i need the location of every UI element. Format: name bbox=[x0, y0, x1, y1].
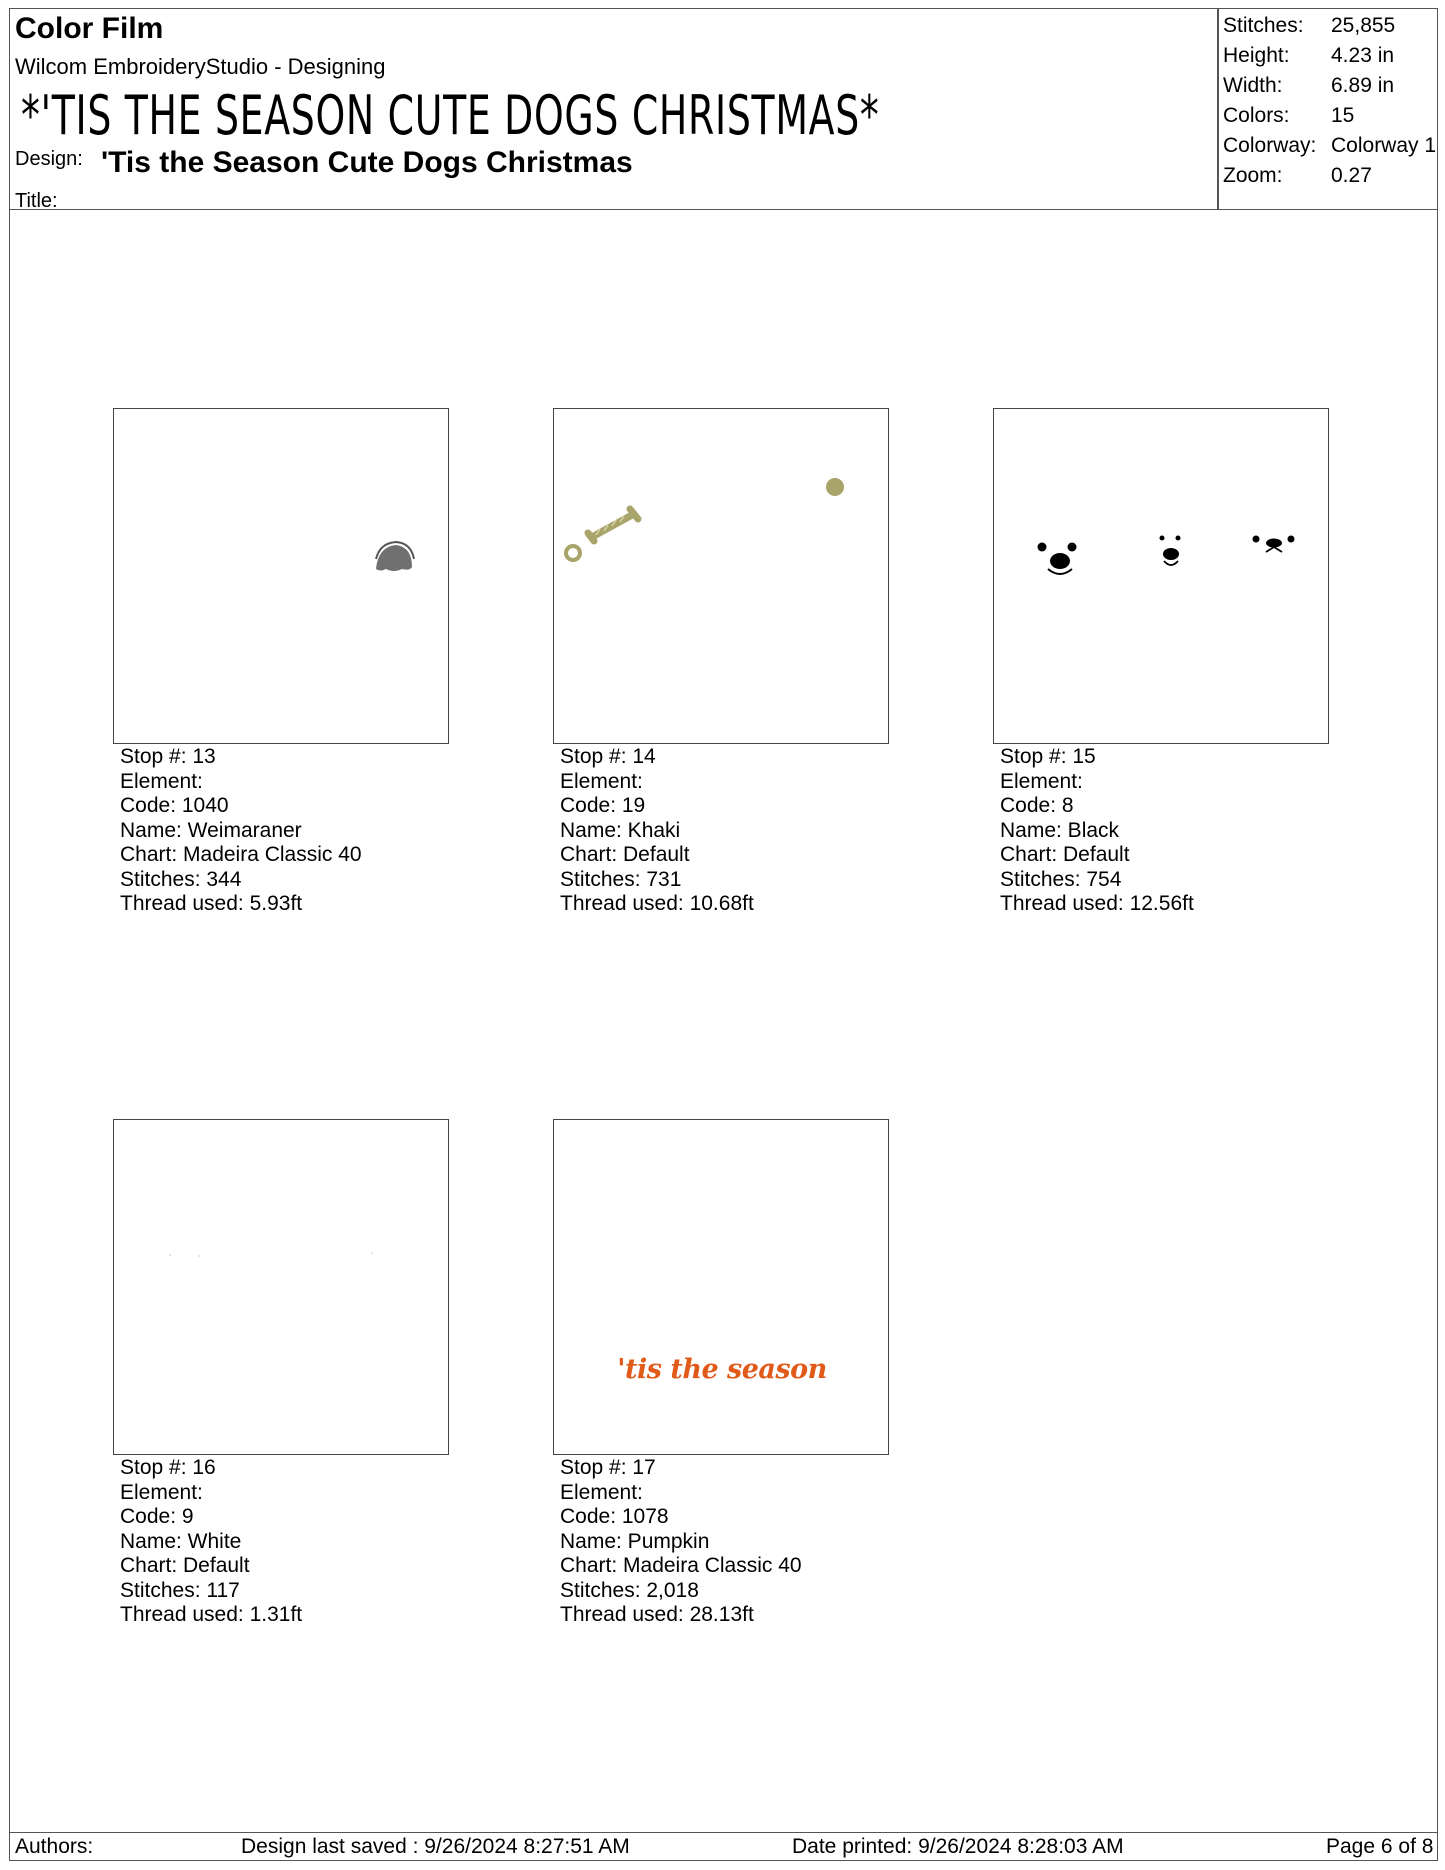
stop-17-preview bbox=[553, 1119, 889, 1455]
report-footer bbox=[9, 1832, 1438, 1861]
design-name: 'Tis the Season Cute Dogs Christmas bbox=[101, 146, 633, 179]
thread-chart: Chart: Default bbox=[560, 843, 690, 866]
element-label: Element: bbox=[1000, 769, 1083, 793]
thread-chart: Chart: Madeira Classic 40 bbox=[120, 843, 362, 866]
stat-row bbox=[1223, 164, 1436, 194]
stat-label: Zoom: bbox=[1223, 164, 1283, 187]
stat-value: Colorway 1 bbox=[1331, 134, 1437, 157]
app-line: Wilcom EmbroideryStudio - Designing bbox=[15, 54, 386, 79]
white-highlight-dots bbox=[169, 1252, 373, 1257]
thread-chart: Chart: Default bbox=[1000, 843, 1130, 866]
stop-17-info bbox=[560, 1456, 802, 1628]
thread-name: Name: Khaki bbox=[560, 818, 681, 842]
black-stitch-preview bbox=[994, 409, 1330, 745]
stop-13-preview bbox=[113, 408, 449, 744]
date-printed: Date printed: 9/26/2024 8:28:03 AM bbox=[792, 1835, 1124, 1858]
thread-code: Code: 19 bbox=[560, 794, 646, 817]
stop-14-preview bbox=[553, 408, 889, 744]
thread-chart: Chart: Default bbox=[120, 1554, 250, 1577]
authors-label: Authors: bbox=[15, 1835, 94, 1858]
page-number: Page 6 of 8 bbox=[1326, 1835, 1434, 1858]
stat-value: 15 bbox=[1331, 104, 1355, 127]
element-label: Element: bbox=[120, 1480, 203, 1504]
stitch-count: Stitches: 2,018 bbox=[560, 1578, 699, 1602]
stop-13-info bbox=[120, 745, 362, 917]
title-label: Title: bbox=[15, 190, 58, 212]
stat-label: Colorway: bbox=[1223, 134, 1317, 157]
stop-number: Stop #: 16 bbox=[120, 1456, 216, 1479]
stop-15-info bbox=[1000, 745, 1194, 917]
report-title: Color Film bbox=[15, 12, 164, 45]
report-header bbox=[9, 8, 1438, 210]
pumpkin-stitch-preview bbox=[554, 1120, 890, 1456]
khaki-ball-shape bbox=[826, 478, 844, 496]
stat-label: Stitches: bbox=[1223, 14, 1304, 37]
stitch-count: Stitches: 344 bbox=[120, 867, 242, 891]
stop-number: Stop #: 17 bbox=[560, 1456, 656, 1479]
last-saved: Design last saved : 9/26/2024 8:27:51 AM bbox=[241, 1835, 630, 1858]
thread-code: Code: 9 bbox=[120, 1505, 194, 1528]
thread-used: Thread used: 5.93ft bbox=[120, 892, 303, 915]
khaki-stitch-preview bbox=[554, 409, 890, 745]
thread-name: Name: Weimaraner bbox=[120, 818, 302, 842]
thread-name: Name: Black bbox=[1000, 818, 1120, 842]
thread-used: Thread used: 12.56ft bbox=[1000, 892, 1194, 915]
thread-name: Name: White bbox=[120, 1529, 242, 1553]
dog-face-middle bbox=[1160, 536, 1181, 566]
pumpkin-lettering: 'tis the season bbox=[617, 1354, 827, 1385]
stitch-count: Stitches: 117 bbox=[120, 1578, 240, 1602]
thread-used: Thread used: 1.31ft bbox=[120, 1603, 303, 1626]
stop-number: Stop #: 15 bbox=[1000, 745, 1096, 768]
stop-16-info bbox=[120, 1456, 302, 1628]
header-divider bbox=[1217, 8, 1219, 210]
stat-value: 25,855 bbox=[1331, 14, 1396, 37]
stat-value: 6.89 in bbox=[1331, 74, 1395, 97]
design-heading: *'TIS THE SEASON CUTE DOGS CHRISTMAS* bbox=[21, 84, 880, 147]
weimaraner-stitch-preview bbox=[114, 409, 450, 745]
dog-face-left bbox=[1038, 543, 1077, 575]
stop-16-preview bbox=[113, 1119, 449, 1455]
stat-label: Height: bbox=[1223, 44, 1290, 67]
element-label: Element: bbox=[560, 769, 643, 793]
design-stats bbox=[1223, 14, 1436, 194]
stat-row bbox=[1223, 14, 1436, 44]
khaki-ring-shape bbox=[566, 546, 580, 560]
thread-code: Code: 8 bbox=[1000, 794, 1074, 817]
stat-label: Width: bbox=[1223, 74, 1283, 97]
stop-15-preview bbox=[993, 408, 1329, 744]
stop-14-info bbox=[560, 745, 754, 917]
stitch-count: Stitches: 731 bbox=[560, 867, 682, 891]
thread-used: Thread used: 28.13ft bbox=[560, 1603, 754, 1626]
thread-name: Name: Pumpkin bbox=[560, 1529, 710, 1553]
stat-label: Colors: bbox=[1223, 104, 1290, 127]
stat-row bbox=[1223, 44, 1436, 74]
design-label: Design: bbox=[15, 148, 83, 170]
white-stitch-preview bbox=[114, 1120, 450, 1456]
thread-chart: Chart: Madeira Classic 40 bbox=[560, 1554, 802, 1577]
stat-row bbox=[1223, 74, 1436, 104]
thread-code: Code: 1040 bbox=[120, 794, 229, 817]
stop-number: Stop #: 14 bbox=[560, 745, 656, 768]
dog-face-right bbox=[1253, 536, 1295, 553]
element-label: Element: bbox=[120, 769, 203, 793]
element-label: Element: bbox=[560, 1480, 643, 1504]
stat-row bbox=[1223, 104, 1436, 134]
stitch-count: Stitches: 754 bbox=[1000, 867, 1122, 891]
stop-number: Stop #: 13 bbox=[120, 745, 216, 768]
stat-value: 4.23 in bbox=[1331, 44, 1395, 67]
thread-code: Code: 1078 bbox=[560, 1505, 669, 1528]
stat-value: 0.27 bbox=[1331, 164, 1372, 187]
thread-used: Thread used: 10.68ft bbox=[560, 892, 754, 915]
stat-row bbox=[1223, 134, 1436, 164]
